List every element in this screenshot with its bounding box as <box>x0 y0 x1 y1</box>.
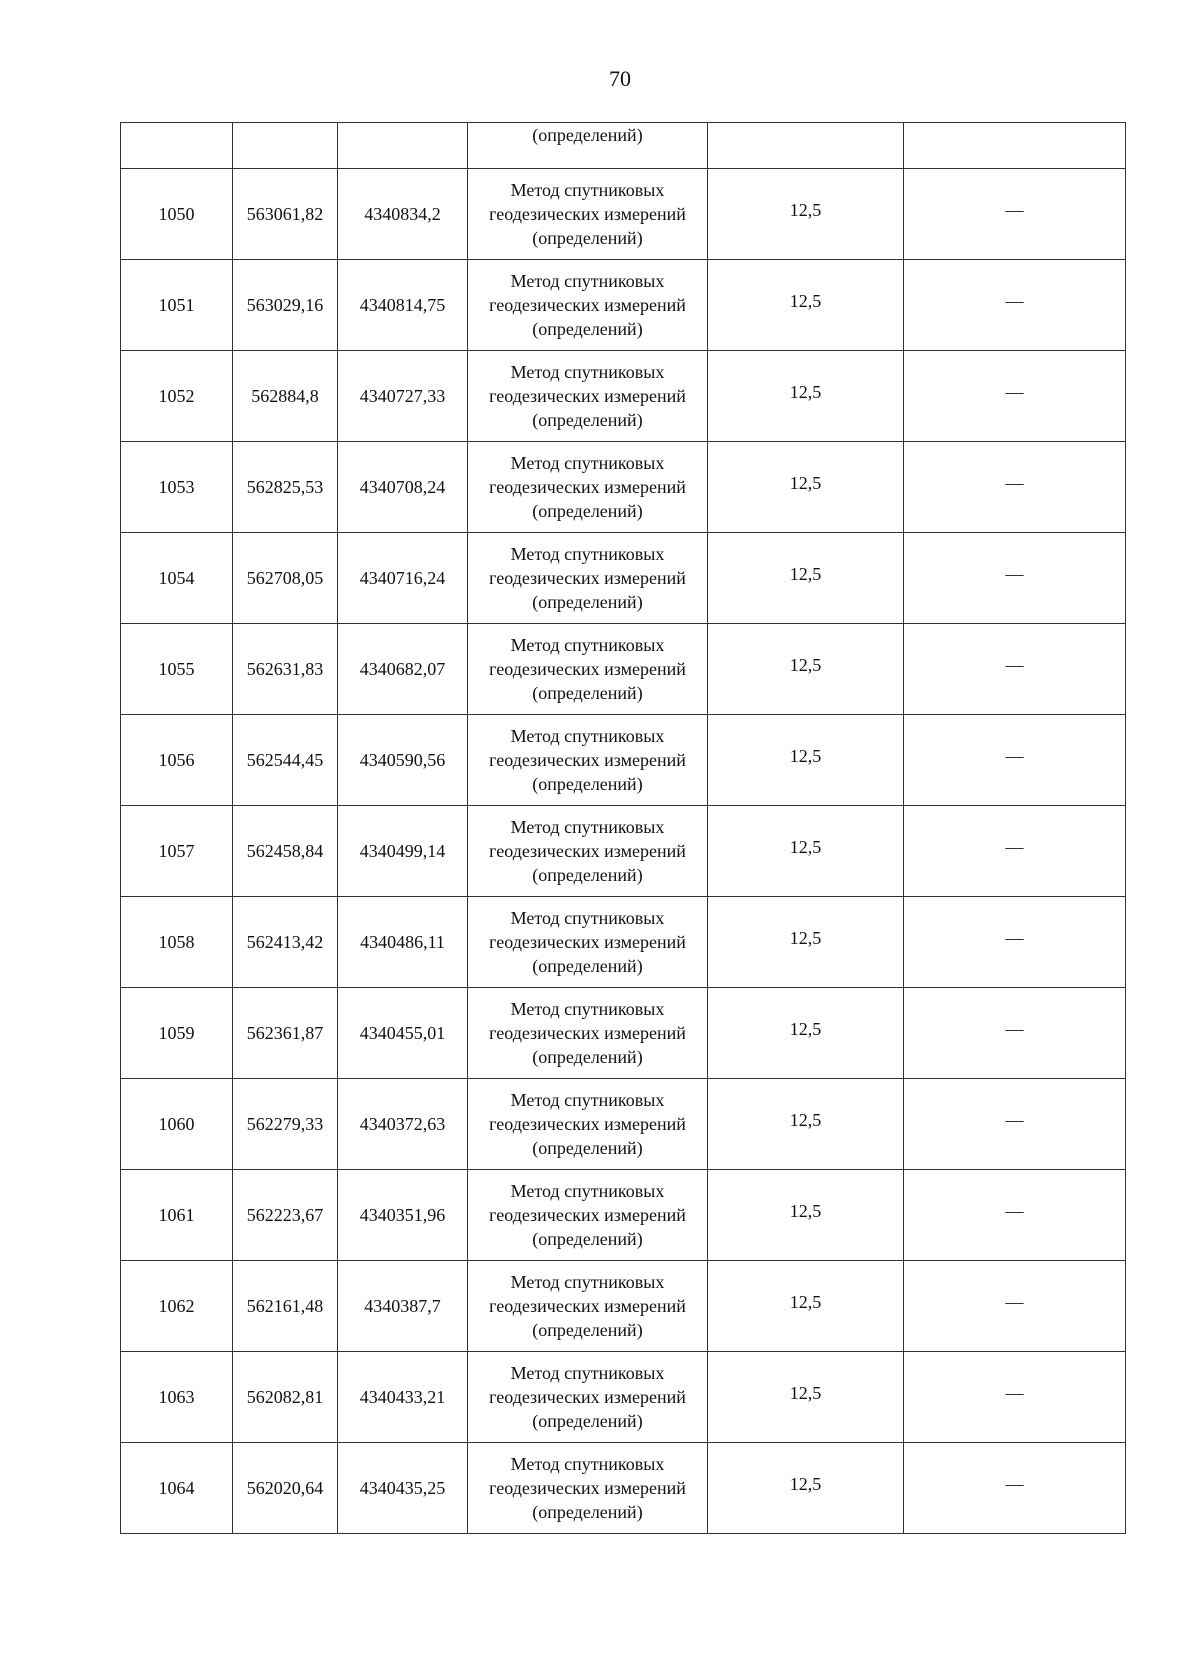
y-coordinate-cell: 4340387,7 <box>338 1261 468 1352</box>
note-cell <box>904 988 1126 1079</box>
table-row <box>121 1443 1126 1534</box>
table-row <box>121 260 1126 351</box>
point-number-cell: 1057 <box>121 806 233 897</box>
method-cell <box>468 1443 708 1534</box>
accuracy-cell <box>708 1079 904 1170</box>
note-value: — <box>1005 1019 1024 1039</box>
method-line-2: геодезических измерений <box>489 1387 686 1407</box>
accuracy-value: 12,5 <box>789 655 822 675</box>
method-line-1: Метод спутниковых <box>510 1454 665 1474</box>
accuracy-value: 12,5 <box>789 746 822 766</box>
method-line-3: (определений) <box>532 1138 643 1158</box>
accuracy-value: 12,5 <box>789 1110 822 1130</box>
method-line-1: Метод спутниковых <box>510 999 665 1019</box>
note-cell <box>904 1170 1126 1261</box>
method-line-2: геодезических измерений <box>489 1478 686 1498</box>
table-row <box>121 1352 1126 1443</box>
accuracy-cell <box>708 442 904 533</box>
method-cell <box>468 806 708 897</box>
point-number-cell: 1064 <box>121 1443 233 1534</box>
method-line-1: Метод спутниковых <box>510 1090 665 1110</box>
method-line-3: (определений) <box>532 1229 643 1249</box>
accuracy-cell <box>708 1443 904 1534</box>
method-line-3: (определений) <box>532 1047 643 1067</box>
method-line-3: (определений) <box>532 592 643 612</box>
note-cell <box>904 806 1126 897</box>
method-cell <box>468 1079 708 1170</box>
method-cell <box>468 897 708 988</box>
method-line-1: Метод спутниковых <box>510 362 665 382</box>
note-value: — <box>1005 564 1024 584</box>
y-coordinate-cell: 4340351,96 <box>338 1170 468 1261</box>
x-coordinate-cell: 562020,64 <box>233 1443 338 1534</box>
method-cell <box>468 624 708 715</box>
y-coordinate-cell: 4340455,01 <box>338 988 468 1079</box>
note-cell <box>904 260 1126 351</box>
point-number-cell: 1060 <box>121 1079 233 1170</box>
accuracy-value: 12,5 <box>789 928 822 948</box>
method-line-3: (определений) <box>532 1411 643 1431</box>
method-cell <box>468 1261 708 1352</box>
method-line-1: Метод спутниковых <box>510 817 665 837</box>
table-row <box>121 624 1126 715</box>
method-line-2: геодезических измерений <box>489 1296 686 1316</box>
accuracy-cell <box>708 1170 904 1261</box>
accuracy-cell <box>708 624 904 715</box>
accuracy-value: 12,5 <box>789 1383 822 1403</box>
method-line-2: геодезических измерений <box>489 568 686 588</box>
method-line-1: Метод спутниковых <box>510 1272 665 1292</box>
note-value: — <box>1005 837 1024 857</box>
note-cell <box>904 1261 1126 1352</box>
table-row <box>121 1079 1126 1170</box>
note-value: — <box>1005 200 1024 220</box>
method-line-1: Метод спутниковых <box>510 453 665 473</box>
note-cell <box>904 123 1126 169</box>
method-cell <box>468 260 708 351</box>
method-line-2: геодезических измерений <box>489 1114 686 1134</box>
method-line-2: геодезических измерений <box>489 659 686 679</box>
method-line-1: Метод спутниковых <box>510 726 665 746</box>
point-number-cell: 1052 <box>121 351 233 442</box>
y-coordinate-cell: 4340814,75 <box>338 260 468 351</box>
x-coordinate-cell: 563061,82 <box>233 169 338 260</box>
accuracy-value: 12,5 <box>789 291 822 311</box>
note-value: — <box>1005 1201 1024 1221</box>
note-cell <box>904 169 1126 260</box>
method-line-2: геодезических измерений <box>489 750 686 770</box>
method-line-2: геодезических измерений <box>489 932 686 952</box>
x-coordinate-cell: 562544,45 <box>233 715 338 806</box>
x-coordinate-cell: 562279,33 <box>233 1079 338 1170</box>
note-cell <box>904 351 1126 442</box>
method-line-3: (определений) <box>532 501 643 521</box>
continuation-row <box>121 123 1126 169</box>
method-line-1: Метод спутниковых <box>510 908 665 928</box>
note-value: — <box>1005 382 1024 402</box>
y-coordinate-cell: 4340590,56 <box>338 715 468 806</box>
x-coordinate-cell: 562825,53 <box>233 442 338 533</box>
point-number-cell: 1058 <box>121 897 233 988</box>
method-cell <box>468 715 708 806</box>
y-coordinate-cell: 4340433,21 <box>338 1352 468 1443</box>
method-line-1: Метод спутниковых <box>510 635 665 655</box>
note-value: — <box>1005 655 1024 675</box>
method-line-3: (определений) <box>532 1502 643 1522</box>
point-number-cell: 1050 <box>121 169 233 260</box>
method-cell: (определений) <box>468 123 708 169</box>
method-cell <box>468 169 708 260</box>
method-line-1: Метод спутниковых <box>510 1181 665 1201</box>
method-cell <box>468 442 708 533</box>
y-coordinate-cell: 4340708,24 <box>338 442 468 533</box>
note-cell <box>904 715 1126 806</box>
method-line-2: геодезических измерений <box>489 1023 686 1043</box>
y-coordinate-cell: 4340716,24 <box>338 533 468 624</box>
note-cell <box>904 533 1126 624</box>
note-value: — <box>1005 1110 1024 1130</box>
x-coordinate-cell: 562631,83 <box>233 624 338 715</box>
accuracy-cell <box>708 988 904 1079</box>
page-number: 70 <box>609 66 631 91</box>
coordinates-table <box>120 122 1126 1534</box>
accuracy-cell <box>708 806 904 897</box>
x-coordinate-cell: 562413,42 <box>233 897 338 988</box>
table-row <box>121 715 1126 806</box>
method-cell <box>468 988 708 1079</box>
note-value: — <box>1005 1474 1024 1494</box>
point-number-cell: 1051 <box>121 260 233 351</box>
note-cell <box>904 624 1126 715</box>
accuracy-value: 12,5 <box>789 382 822 402</box>
y-coordinate-cell: 4340682,07 <box>338 624 468 715</box>
accuracy-value: 12,5 <box>789 200 822 220</box>
method-line-2: геодезических измерений <box>489 1205 686 1225</box>
y-coordinate-cell: 4340727,33 <box>338 351 468 442</box>
method-line-2: геодезических измерений <box>489 386 686 406</box>
note-value: — <box>1005 1383 1024 1403</box>
note-cell <box>904 1352 1126 1443</box>
table-row <box>121 1170 1126 1261</box>
method-line-1: Метод спутниковых <box>510 271 665 291</box>
accuracy-cell <box>708 533 904 624</box>
method-line-3: (определений) <box>532 228 643 248</box>
y-coordinate-cell <box>338 123 468 169</box>
y-coordinate-cell: 4340834,2 <box>338 169 468 260</box>
accuracy-value: 12,5 <box>789 564 822 584</box>
method-line-2: геодезических измерений <box>489 295 686 315</box>
method-cell <box>468 533 708 624</box>
x-coordinate-cell: 562361,87 <box>233 988 338 1079</box>
accuracy-value: 12,5 <box>789 1201 822 1221</box>
accuracy-cell <box>708 123 904 169</box>
x-coordinate-cell: 562161,48 <box>233 1261 338 1352</box>
table-row <box>121 169 1126 260</box>
method-line-3: (определений) <box>532 683 643 703</box>
method-line-3: (определений) <box>532 865 643 885</box>
point-number-cell: 1054 <box>121 533 233 624</box>
point-number-cell: 1053 <box>121 442 233 533</box>
accuracy-value: 12,5 <box>789 1292 822 1312</box>
method-line-3: (определений) <box>532 774 643 794</box>
y-coordinate-cell: 4340372,63 <box>338 1079 468 1170</box>
table-row <box>121 988 1126 1079</box>
note-value: — <box>1005 928 1024 948</box>
y-coordinate-cell: 4340486,11 <box>338 897 468 988</box>
point-number-cell <box>121 123 233 169</box>
x-coordinate-cell: 562458,84 <box>233 806 338 897</box>
accuracy-cell <box>708 1352 904 1443</box>
accuracy-value: 12,5 <box>789 837 822 857</box>
table-row <box>121 351 1126 442</box>
method-line-1: Метод спутниковых <box>510 544 665 564</box>
accuracy-value: 12,5 <box>789 1474 822 1494</box>
point-number-cell: 1062 <box>121 1261 233 1352</box>
x-coordinate-cell: 562708,05 <box>233 533 338 624</box>
note-value: — <box>1005 473 1024 493</box>
x-coordinate-cell: 562082,81 <box>233 1352 338 1443</box>
y-coordinate-cell: 4340435,25 <box>338 1443 468 1534</box>
method-line-2: геодезических измерений <box>489 477 686 497</box>
table-row <box>121 442 1126 533</box>
method-line-3: (определений) <box>532 1320 643 1340</box>
note-cell <box>904 1443 1126 1534</box>
method-line-2: геодезических измерений <box>489 204 686 224</box>
method-cell <box>468 1352 708 1443</box>
accuracy-value: 12,5 <box>789 1019 822 1039</box>
point-number-cell: 1063 <box>121 1352 233 1443</box>
accuracy-cell <box>708 351 904 442</box>
note-value: — <box>1005 291 1024 311</box>
method-line-3: (определений) <box>532 410 643 430</box>
accuracy-cell <box>708 897 904 988</box>
point-number-cell: 1059 <box>121 988 233 1079</box>
note-cell <box>904 897 1126 988</box>
method-line-1: Метод спутниковых <box>510 180 665 200</box>
table-row <box>121 806 1126 897</box>
accuracy-value: 12,5 <box>789 473 822 493</box>
note-value: — <box>1005 1292 1024 1312</box>
note-value: — <box>1005 746 1024 766</box>
accuracy-cell <box>708 1261 904 1352</box>
method-cell <box>468 351 708 442</box>
x-coordinate-cell: 562223,67 <box>233 1170 338 1261</box>
y-coordinate-cell: 4340499,14 <box>338 806 468 897</box>
accuracy-cell <box>708 169 904 260</box>
x-coordinate-cell <box>233 123 338 169</box>
table-row <box>121 897 1126 988</box>
table-body <box>121 123 1126 1534</box>
accuracy-cell <box>708 715 904 806</box>
x-coordinate-cell: 562884,8 <box>233 351 338 442</box>
method-line-2: геодезических измерений <box>489 841 686 861</box>
note-cell <box>904 1079 1126 1170</box>
x-coordinate-cell: 563029,16 <box>233 260 338 351</box>
method-line-1: Метод спутниковых <box>510 1363 665 1383</box>
method-line-3: (определений) <box>532 956 643 976</box>
point-number-cell: 1056 <box>121 715 233 806</box>
note-cell <box>904 442 1126 533</box>
point-number-cell: 1055 <box>121 624 233 715</box>
point-number-cell: 1061 <box>121 1170 233 1261</box>
table-row <box>121 533 1126 624</box>
method-line-3: (определений) <box>532 319 643 339</box>
method-cell <box>468 1170 708 1261</box>
table-row <box>121 1261 1126 1352</box>
accuracy-cell <box>708 260 904 351</box>
